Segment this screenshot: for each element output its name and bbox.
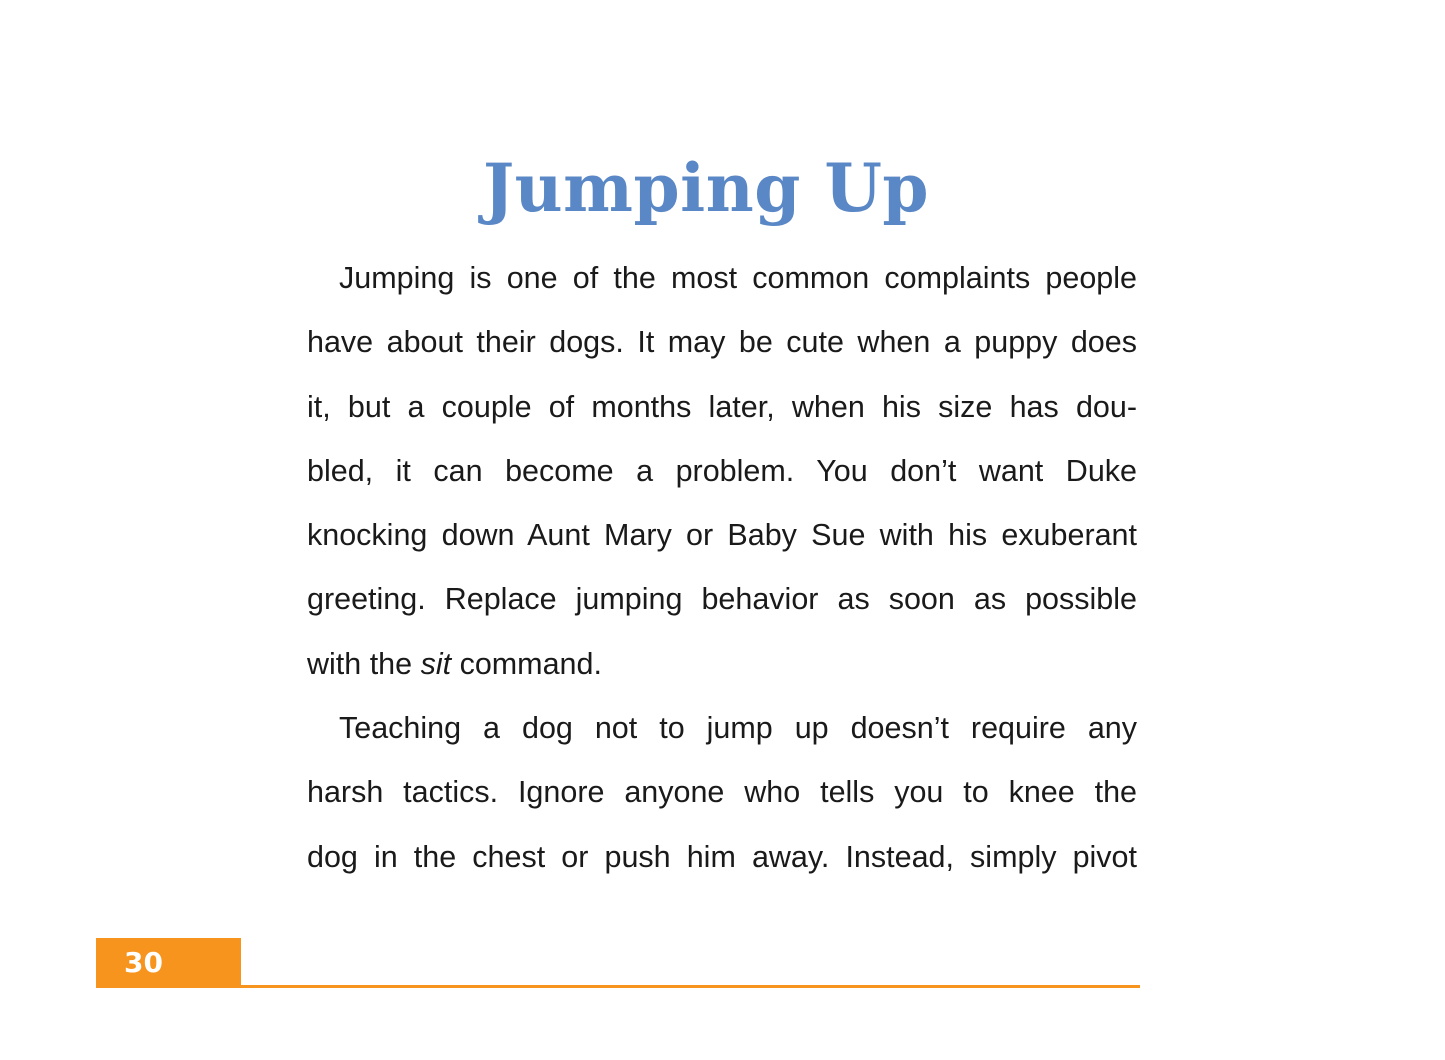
text-line: Jumping is one of the most common complaints people (339, 261, 1137, 295)
body-text (275, 246, 1137, 889)
text-line: bled, it can become a problem. You don’t want Duke (307, 453, 1137, 488)
text-line: knocking down Aunt Mary or Baby Sue with his exuberant (307, 518, 1137, 553)
text-line: Teaching a dog not to jump up doesn’t require any (339, 711, 1137, 746)
text-line: have about their dogs. It may be cute when a puppy does (307, 325, 1137, 360)
page-number-tab (96, 938, 241, 988)
text-line: harsh tactics. Ignore anyone who tells you to knee the (307, 775, 1137, 810)
text-line: greeting. Replace jumping behavior as soon as possible (307, 582, 1137, 617)
page-title: Jumping Up (482, 149, 930, 227)
emphasis-sit: sit (420, 646, 452, 681)
text-fragment: command. (451, 646, 602, 681)
text-fragment: with the (307, 646, 421, 681)
text-line: dog in the chest or push him away. Instead, simply pivot (307, 839, 1137, 874)
text-line: it, but a couple of months later, when his size has dou- (307, 389, 1137, 424)
paragraph-1 (275, 246, 1137, 696)
page-number: 30 (124, 946, 163, 979)
footer-rule (241, 985, 1140, 988)
text-line (275, 632, 1137, 696)
paragraph-2 (275, 696, 1137, 889)
